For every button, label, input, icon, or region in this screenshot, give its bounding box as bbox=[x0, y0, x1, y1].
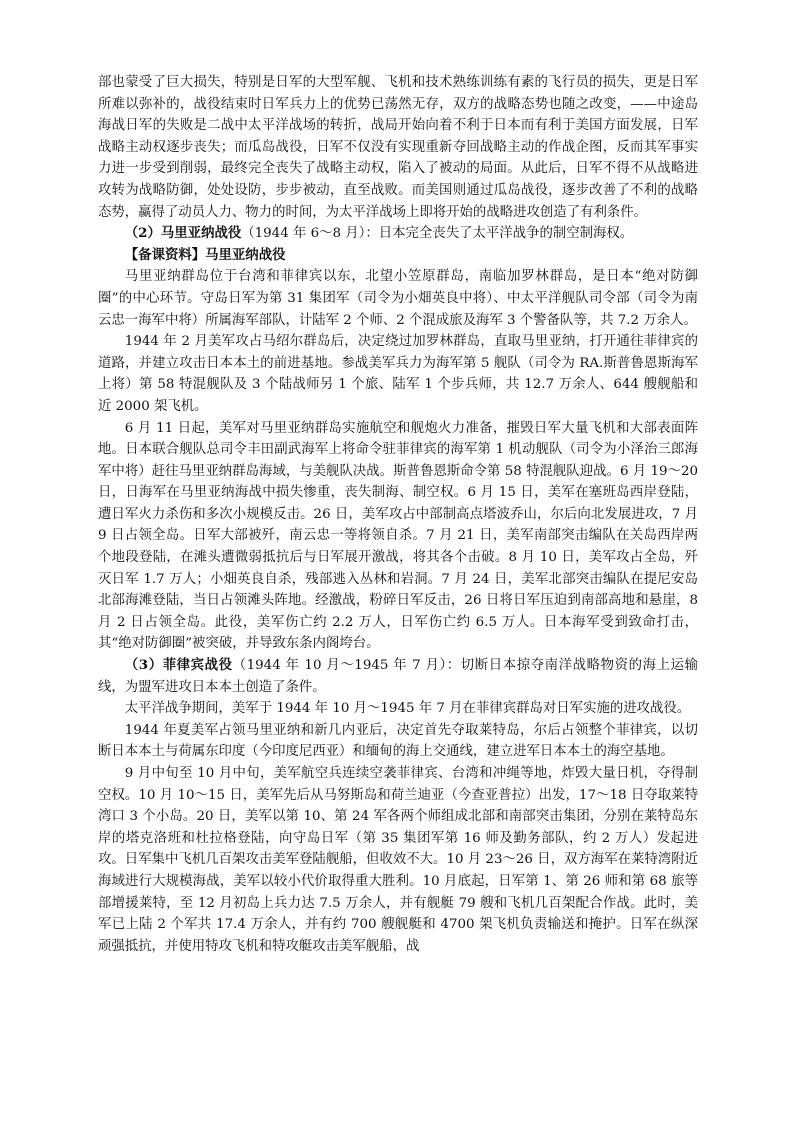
section-heading-philippines bbox=[98, 655, 698, 698]
document-page bbox=[98, 72, 698, 957]
reference-heading: 【备课资料】马里亚纳战役 bbox=[124, 246, 286, 263]
section-summary-mariana: （1944 年 6～8 月）：日本完全丧失了太平洋战争的制空制海权。 bbox=[241, 226, 634, 242]
paragraph-philippines-plan: 1944 年夏美军占领马里亚纳和新几内亚后，决定首先夺取莱特岛，尔后占领整个菲律宾，以切断日本本土与荷属东印度（今印度尼西亚）和缅甸的海上交通线，建立进军日本本土的海空基地。 bbox=[98, 722, 698, 760]
paragraph-philippines-intro: 太平洋战争期间，美军于 1944 年 10 月～1945 年 7 月在菲律宾群岛对日军实施的进攻战役。 bbox=[124, 701, 691, 717]
section-summary-philippines: （1944 年 10 月～1945 年 7 月）：切断日本掠夺南洋战略物资的海上运输线，为盟军进攻日本本土创造了条件。 bbox=[98, 658, 698, 695]
section-label-philippines: （3）菲律宾战役 bbox=[124, 657, 233, 674]
section-label-mariana: （2）马里亚纳战役 bbox=[124, 225, 242, 242]
paragraph-mariana-battle: 6 月 11 日起，美军对马里亚纳群岛实施航空和舰炮火力准备，摧毁日军大量飞机和大部表面阵地。日本联合舰队总司令丰田副武海军上将命令驻菲律宾的海军第 1 机动舰队（司令为小泽治三郎海军中将）赶往马里亚纳群岛海域，与美舰队决战。斯普鲁恩斯命令第 58 特混舰队迎战。6 月 19～20 日，日海军在马里亚纳海战中损失惨重，丧失制海、制空权。6 月 15 日，美军在塞班岛西岸登陆，遭日军火力杀伤和多次小规模反击。26 日，美军攻占中部制高点塔波乔山，尔后向北发展进攻，7 月 9 日占领全岛。日军大部被歼，南云忠一等将领自杀。7 月 21 日，美军南部突击编队在关岛西岸两个地段登陆，在滩头遭微弱抵抗后与日军展开激战，将其各个击破。8 月 10 日，美军攻占全岛，歼灭日军 1.7 万人；小畑英良自杀，残部逃入丛林和岩洞。7 月 24 日，美军北部突击编队在提尼安岛北部海滩登陆，当日占领滩头阵地。经激战，粉碎日军反击，26 日将日军压迫到南部高地和悬崖，8 月 2 日占领全岛。此役，美军伤亡约 2.2 万人，日军伤亡约 6.5 万人。日本海军受到致命打击，其“绝对防御圈”被突破，并导致东条内阁垮台。 bbox=[98, 420, 698, 652]
section-heading-mariana bbox=[98, 223, 698, 245]
paragraph-continuation: 部也蒙受了巨大损失，特别是日军的大型军舰、飞机和技术熟练训练有素的飞行员的损失，更是日军所难以弥补的，战役结束时日军兵力上的优势已荡然无存，双方的战略态势也随之改变，——中途岛海战日军的失败是二战中太平洋战场的转折，战局开始向着不利于日本而有利于美国方面发展，日军战略主动权逐步丧失；而瓜岛战役，日军不仅没有实现重新夺回战略主动的作战企图，反而其军事实力进一步受到削弱，最终完全丧失了战略主动权，陷入了被动的局面。从此后，日军不得不从战略进攻转为战略防御，处处设防，步步被动，直至战败。而美国则通过瓜岛战役，逐步改善了不利的战略态势，赢得了动员人力、物力的时间，为太平洋战场上即将开始的战略进攻创造了有利条件。 bbox=[98, 75, 698, 220]
paragraph-philippines-battle: 9 月中旬至 10 月中旬，美军航空兵连续空袭菲律宾、台湾和冲绳等地，炸毁大量日机，夺得制空权。10 月 10～15 日，美军先后从马努斯岛和荷兰迪亚（今查亚普拉）出发，17～18 日夺取莱特湾口 3 个小岛。20 日，美军以第 10、第 24 军各两个师组成北部和南部突击集团，分别在莱特岛东岸的塔克洛班和杜拉格登陆，向守岛日军（第 35 集团军第 16 师及勤务部队，约 2 万人）发起进攻。日军集中飞机几百架攻击美军登陆舰船，但收效不大。10 月 23～26 日，双方海军在莱特湾附近海域进行大规模海战，美军以较小代价取得重大胜利。10 月底起，日军第 1、第 26 师和第 68 旅等部增援莱特，至 12 月初岛上兵力达 7.5 万余人，并有舰艇 79 艘和飞机几百架配合作战。此时，美军已上陆 2 个军共 17.4 万余人，并有约 700 艘舰艇和 4700 架飞机负责输送和掩护。日军在纵深顽强抵抗，并使用特攻飞机和特攻艇攻击美军舰船，战 bbox=[98, 766, 698, 954]
paragraph-mariana-location: 马里亚纳群岛位于台湾和菲律宾以东，北望小笠原群岛，南临加罗林群岛，是日本“绝对防御圈”的中心环节。守岛日军为第 31 集团军（司令为小畑英良中将）、中太平洋舰队司令部（司令为南云忠一海军中将）所属海军部队，计陆军 2 个师、2 个混成旅及海军 3 个警备队等，共 7.2 万余人。 bbox=[98, 269, 698, 328]
paragraph-mariana-plan: 1944 年 2 月美军攻占马绍尔群岛后，决定绕过加罗林群岛，直取马里亚纳，打开通往菲律宾的道路，并建立攻击日本本土的前进基地。参战美军兵力为海军第 5 舰队（司令为 RA.斯普鲁恩斯海军上将）第 58 特混舰队及 3 个陆战师另 1 个旅、陆军 1 个步兵师，共 12.7 万余人、644 艘舰船和近 2000 架飞机。 bbox=[98, 334, 698, 414]
